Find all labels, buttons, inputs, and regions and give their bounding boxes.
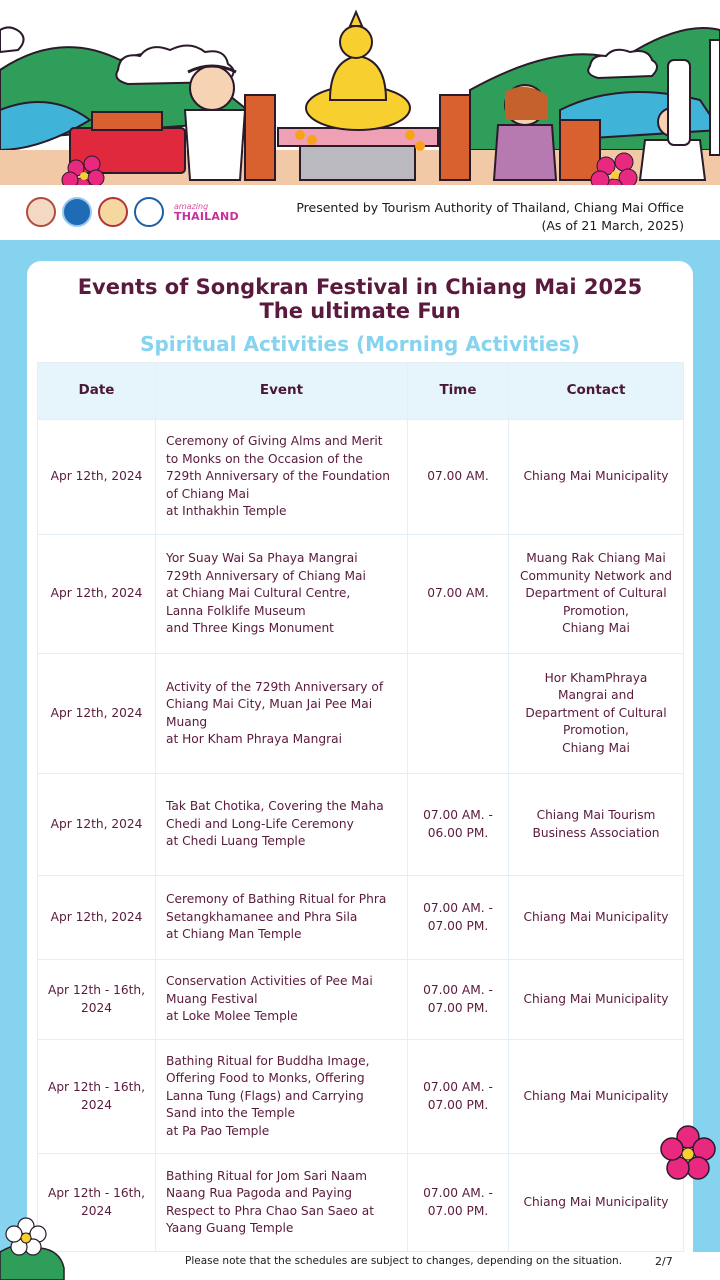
table-row [38, 774, 684, 876]
header-contact: Contact [509, 363, 684, 420]
cell-event: Bathing Ritual for Buddha Image, Offering Food to Monks, Offering Lanna Tung (Flags) and Carrying Sand into the Temple at Pa Pao Temple [156, 1040, 408, 1154]
page-title [27, 275, 693, 323]
brand-big-text: THAILAND [174, 209, 239, 223]
table-row [38, 420, 684, 535]
cell-time: 07.00 AM. - 07.00 PM. [408, 876, 509, 960]
cell-time: 07.00 AM. - 07.00 PM. [408, 960, 509, 1040]
footer-bar [0, 1252, 720, 1280]
cell-date: Apr 12th, 2024 [38, 654, 156, 774]
cell-time: 07.00 AM. - 07.00 PM. [408, 1040, 509, 1154]
presenter-text [296, 199, 684, 235]
cell-contact: Chiang Mai Municipality [509, 1040, 684, 1154]
cell-date: Apr 12th - 16th, 2024 [38, 1154, 156, 1252]
section-subtitle: Spiritual Activities (Morning Activities) [140, 332, 580, 356]
table-header-row [38, 363, 684, 420]
cell-time [408, 654, 509, 774]
cell-date: Apr 12th, 2024 [38, 876, 156, 960]
cell-time: 07.00 AM. [408, 420, 509, 535]
page-number: 2/7 [655, 1255, 673, 1268]
cell-event: Ceremony of Giving Alms and Merit to Monks on the Occasion of the 729th Anniversary of the Foundation of Chiang Mai at Inthakhin Temple [156, 420, 408, 535]
cell-event: Yor Suay Wai Sa Phaya Mangrai 729th Anniversary of Chiang Mai at Chiang Mai Cultural Centre, Lanna Folklife Museum and Three Kings Monument [156, 535, 408, 654]
title-line-1: Events of Songkran Festival in Chiang Mai 2025 [77, 275, 643, 299]
cell-date: Apr 12th, 2024 [38, 774, 156, 876]
brand-small-text: amazing [174, 201, 209, 211]
table-row [38, 535, 684, 654]
cell-date: Apr 12th, 2024 [38, 535, 156, 654]
cell-time: 07.00 AM. - 07.00 PM. [408, 1154, 509, 1252]
cell-event: Conservation Activities of Pee Mai Muang Festival at Loke Molee Temple [156, 960, 408, 1040]
emblem-logo-3 [98, 197, 128, 227]
cell-event: Bathing Ritual for Jom Sari Naam Naang Rua Pagoda and Paying Respect to Phra Chao San Saeo at Yaang Guang Temple [156, 1154, 408, 1252]
white-flower-bush-icon [0, 1212, 66, 1280]
cell-date: Apr 12th - 16th, 2024 [38, 960, 156, 1040]
title-line-2: The ultimate Fun [259, 299, 461, 323]
cell-time: 07.00 AM. [408, 535, 509, 654]
cell-time: 07.00 AM. - 06.00 PM. [408, 774, 509, 876]
as-of-date: (As of 21 March, 2025) [541, 218, 684, 233]
cell-contact: Chiang Mai Municipality [509, 876, 684, 960]
events-table [37, 362, 684, 1252]
cell-event: Tak Bat Chotika, Covering the Maha Chedi and Long-Life Ceremony at Chedi Luang Temple [156, 774, 408, 876]
table-row [38, 876, 684, 960]
cell-contact: Chiang Mai Tourism Business Association [509, 774, 684, 876]
presenter-line: Presented by Tourism Authority of Thailand, Chiang Mai Office [296, 200, 684, 215]
presenter-bar [0, 185, 720, 240]
cell-event: Ceremony of Bathing Ritual for Phra Setangkhamanee and Phra Sila at Chiang Man Temple [156, 876, 408, 960]
table-row [38, 1040, 684, 1154]
cell-contact: Chiang Mai Municipality [509, 1154, 684, 1252]
cell-contact: Hor KhamPhraya Mangrai and Department of Cultural Promotion, Chiang Mai [509, 654, 684, 774]
partner-logos [26, 195, 239, 229]
table-row [38, 960, 684, 1040]
emblem-logo-1 [26, 197, 56, 227]
emblem-logo-4 [134, 197, 164, 227]
songkran-scene-illustration [0, 0, 720, 185]
header-illustration [0, 0, 720, 185]
cell-contact: Chiang Mai Municipality [509, 420, 684, 535]
amazing-thailand-logo [174, 203, 239, 222]
cell-contact: Chiang Mai Municipality [509, 960, 684, 1040]
table-row [38, 1154, 684, 1252]
header-date: Date [38, 363, 156, 420]
header-time: Time [408, 363, 509, 420]
cell-event: Activity of the 729th Anniversary of Chiang Mai City, Muan Jai Pee Mai Muang at Hor Kham Phraya Mangrai [156, 654, 408, 774]
emblem-logo-2 [62, 197, 92, 227]
table-row [38, 654, 684, 774]
events-card [27, 261, 693, 1280]
pink-flower-icon [660, 1125, 716, 1181]
cell-date: Apr 12th - 16th, 2024 [38, 1040, 156, 1154]
cell-contact: Muang Rak Chiang Mai Community Network and Department of Cultural Promotion, Chiang Mai [509, 535, 684, 654]
cell-date: Apr 12th, 2024 [38, 420, 156, 535]
schedule-disclaimer: Please note that the schedules are subject to changes, depending on the situation. [185, 1255, 623, 1267]
header-event: Event [156, 363, 408, 420]
